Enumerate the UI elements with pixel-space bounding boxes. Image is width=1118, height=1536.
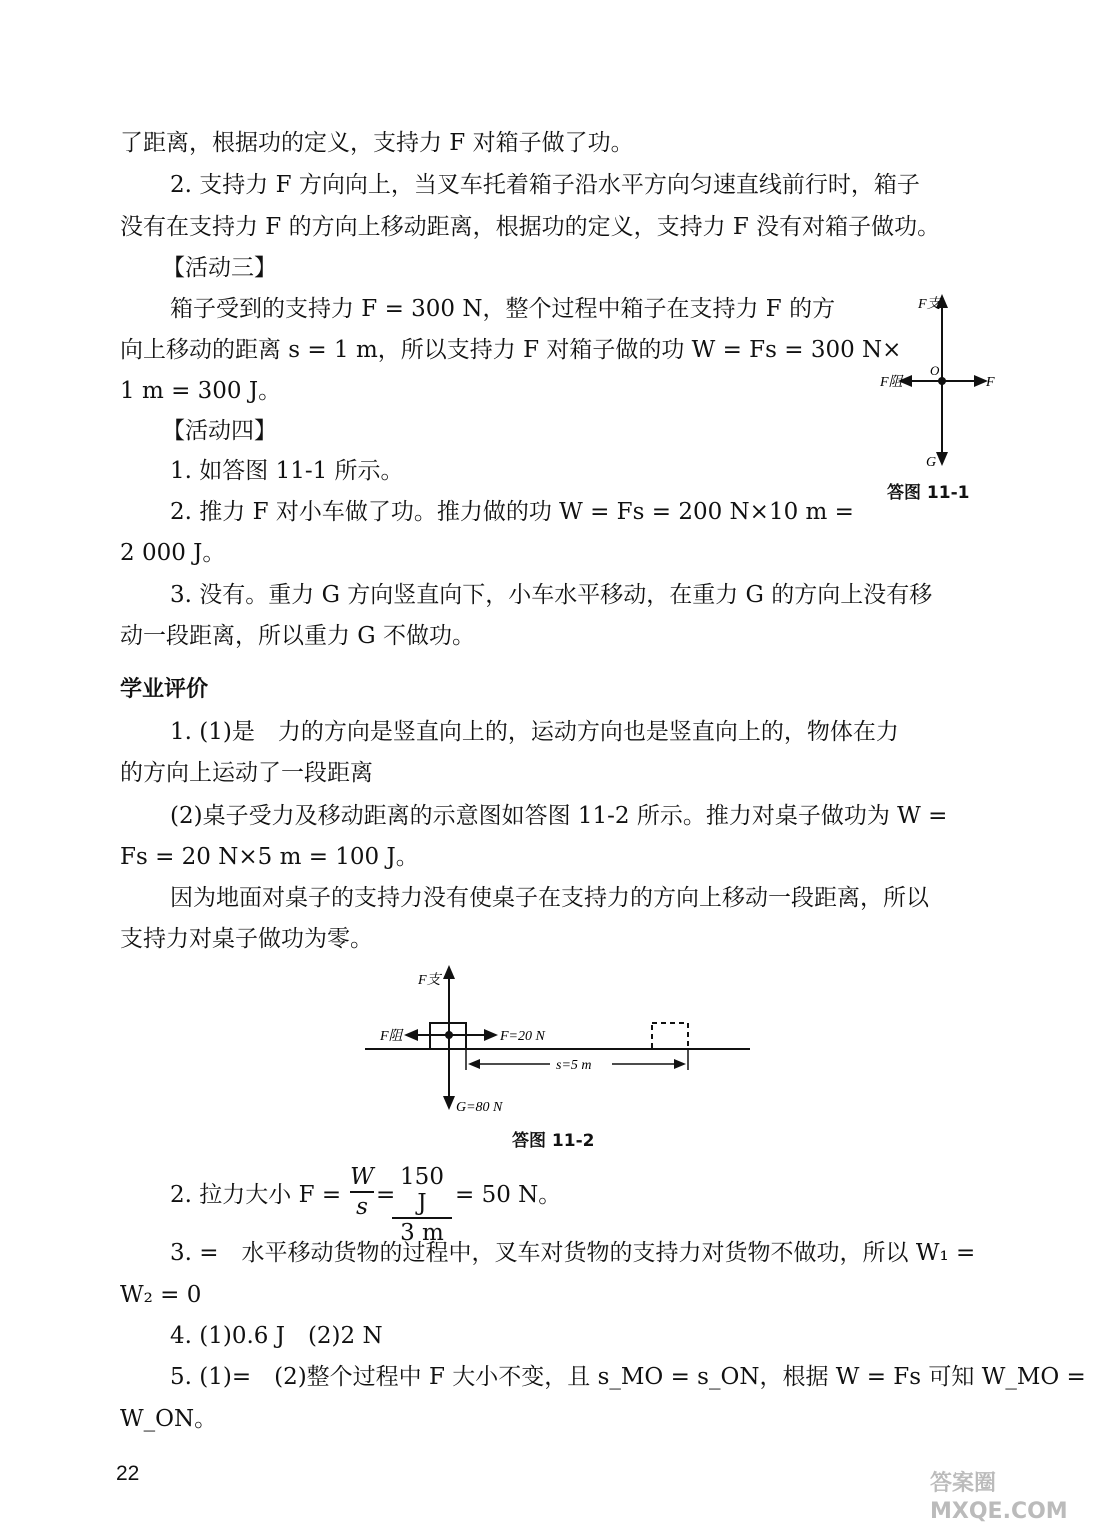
text-line: (2)桌子受力及移动距离的示意图如答图 11-2 所示。推力对桌子做功为 W = [170,803,948,829]
fraction-2-denominator: 3 m [400,1220,444,1246]
page-number: 22 [116,1462,140,1485]
label-push-force: F=20 N [500,1029,545,1044]
figure-caption-2: 答图 11-2 [512,1131,595,1151]
fraction-2-numerator: 150 J [400,1164,444,1216]
text-line: 3. 没有。重力 G 方向竖直向下，小车水平移动，在重力 G 的方向上没有移 [170,582,933,608]
text-line: 因为地面对桌子的支持力没有使桌子在支持力的方向上移动一段距离，所以 [170,885,929,911]
label-friction: F阻 [380,1029,403,1044]
text-line: 5. (1)= (2)整个过程中 F 大小不变，且 s_MO = s_ON，根据 W = Fs 可知 W_MO = [170,1364,1086,1390]
force-diagram-2 [360,960,760,1120]
label-friction: F阻 [880,375,903,390]
text-line: W_ON。 [120,1406,218,1432]
equals-sign: = [376,1182,396,1208]
label-support: F支 [418,973,441,988]
fraction-1-denominator: s [356,1194,368,1220]
text-line: 箱子受到的支持力 F = 300 N，整个过程中箱子在支持力 F 的方 [170,296,836,322]
text-line: 【活动四】 [162,418,277,444]
text-line: 2. 推力 F 对小车做了功。推力做的功 W = Fs = 200 N×10 m = [170,499,854,525]
figure-caption-1: 答图 11-1 [887,483,970,503]
text-line: 2. 拉力大小 F = [170,1182,342,1208]
fraction-1 [350,1164,374,1220]
text-line: 动一段距离，所以重力 G 不做功。 [120,623,475,649]
text-line: 2. 支持力 F 方向向上，当叉车托着箱子沿水平方向匀速直线前行时，箱子 [170,172,920,198]
text-line: 向上移动的距离 s = 1 m，所以支持力 F 对箱子做的功 W = Fs = 300 N× [120,337,902,363]
text-line: Fs = 20 N×5 m = 100 J。 [120,844,419,870]
text-line: 了距离，根据功的定义，支持力 F 对箱子做了功。 [120,130,634,156]
section-heading: 学业评价 [120,677,209,702]
text-line: 4. (1)0.6 J (2)2 N [170,1323,383,1349]
text-line: 2 000 J。 [120,540,226,566]
watermark: 答案圈 MXQE.COM [930,1471,1068,1524]
text-line: 的方向上运动了一段距离 [120,760,373,786]
label-origin: O [930,363,940,378]
text-line: 3. = 水平移动货物的过程中，叉车对货物的支持力对货物不做功，所以 W₁ = [170,1240,976,1266]
text-line: 支持力对桌子做功为零。 [120,926,373,952]
fraction-1-numerator: W [350,1164,374,1190]
text-line: 没有在支持力 F 的方向上移动距离，根据功的定义，支持力 F 没有对箱子做功。 [120,214,941,240]
label-gravity: G [926,455,937,470]
fraction-2 [392,1164,452,1246]
label-force: F [986,375,995,390]
text-line: W₂ = 0 [120,1282,202,1308]
label-support: F支 [918,297,941,312]
text-line: 1. (1)是 力的方向是竖直向上的，运动方向也是竖直向上的，物体在力 [170,719,899,745]
force-diagram-1 [870,288,1000,483]
label-distance: s=5 m [556,1058,592,1073]
text-line: 【活动三】 [162,255,277,281]
text-line: 1. 如答图 11-1 所示。 [170,458,404,484]
text-line: 1 m = 300 J。 [120,378,282,404]
label-gravity: G=80 N [456,1100,503,1115]
text-line: = 50 N。 [455,1182,562,1208]
